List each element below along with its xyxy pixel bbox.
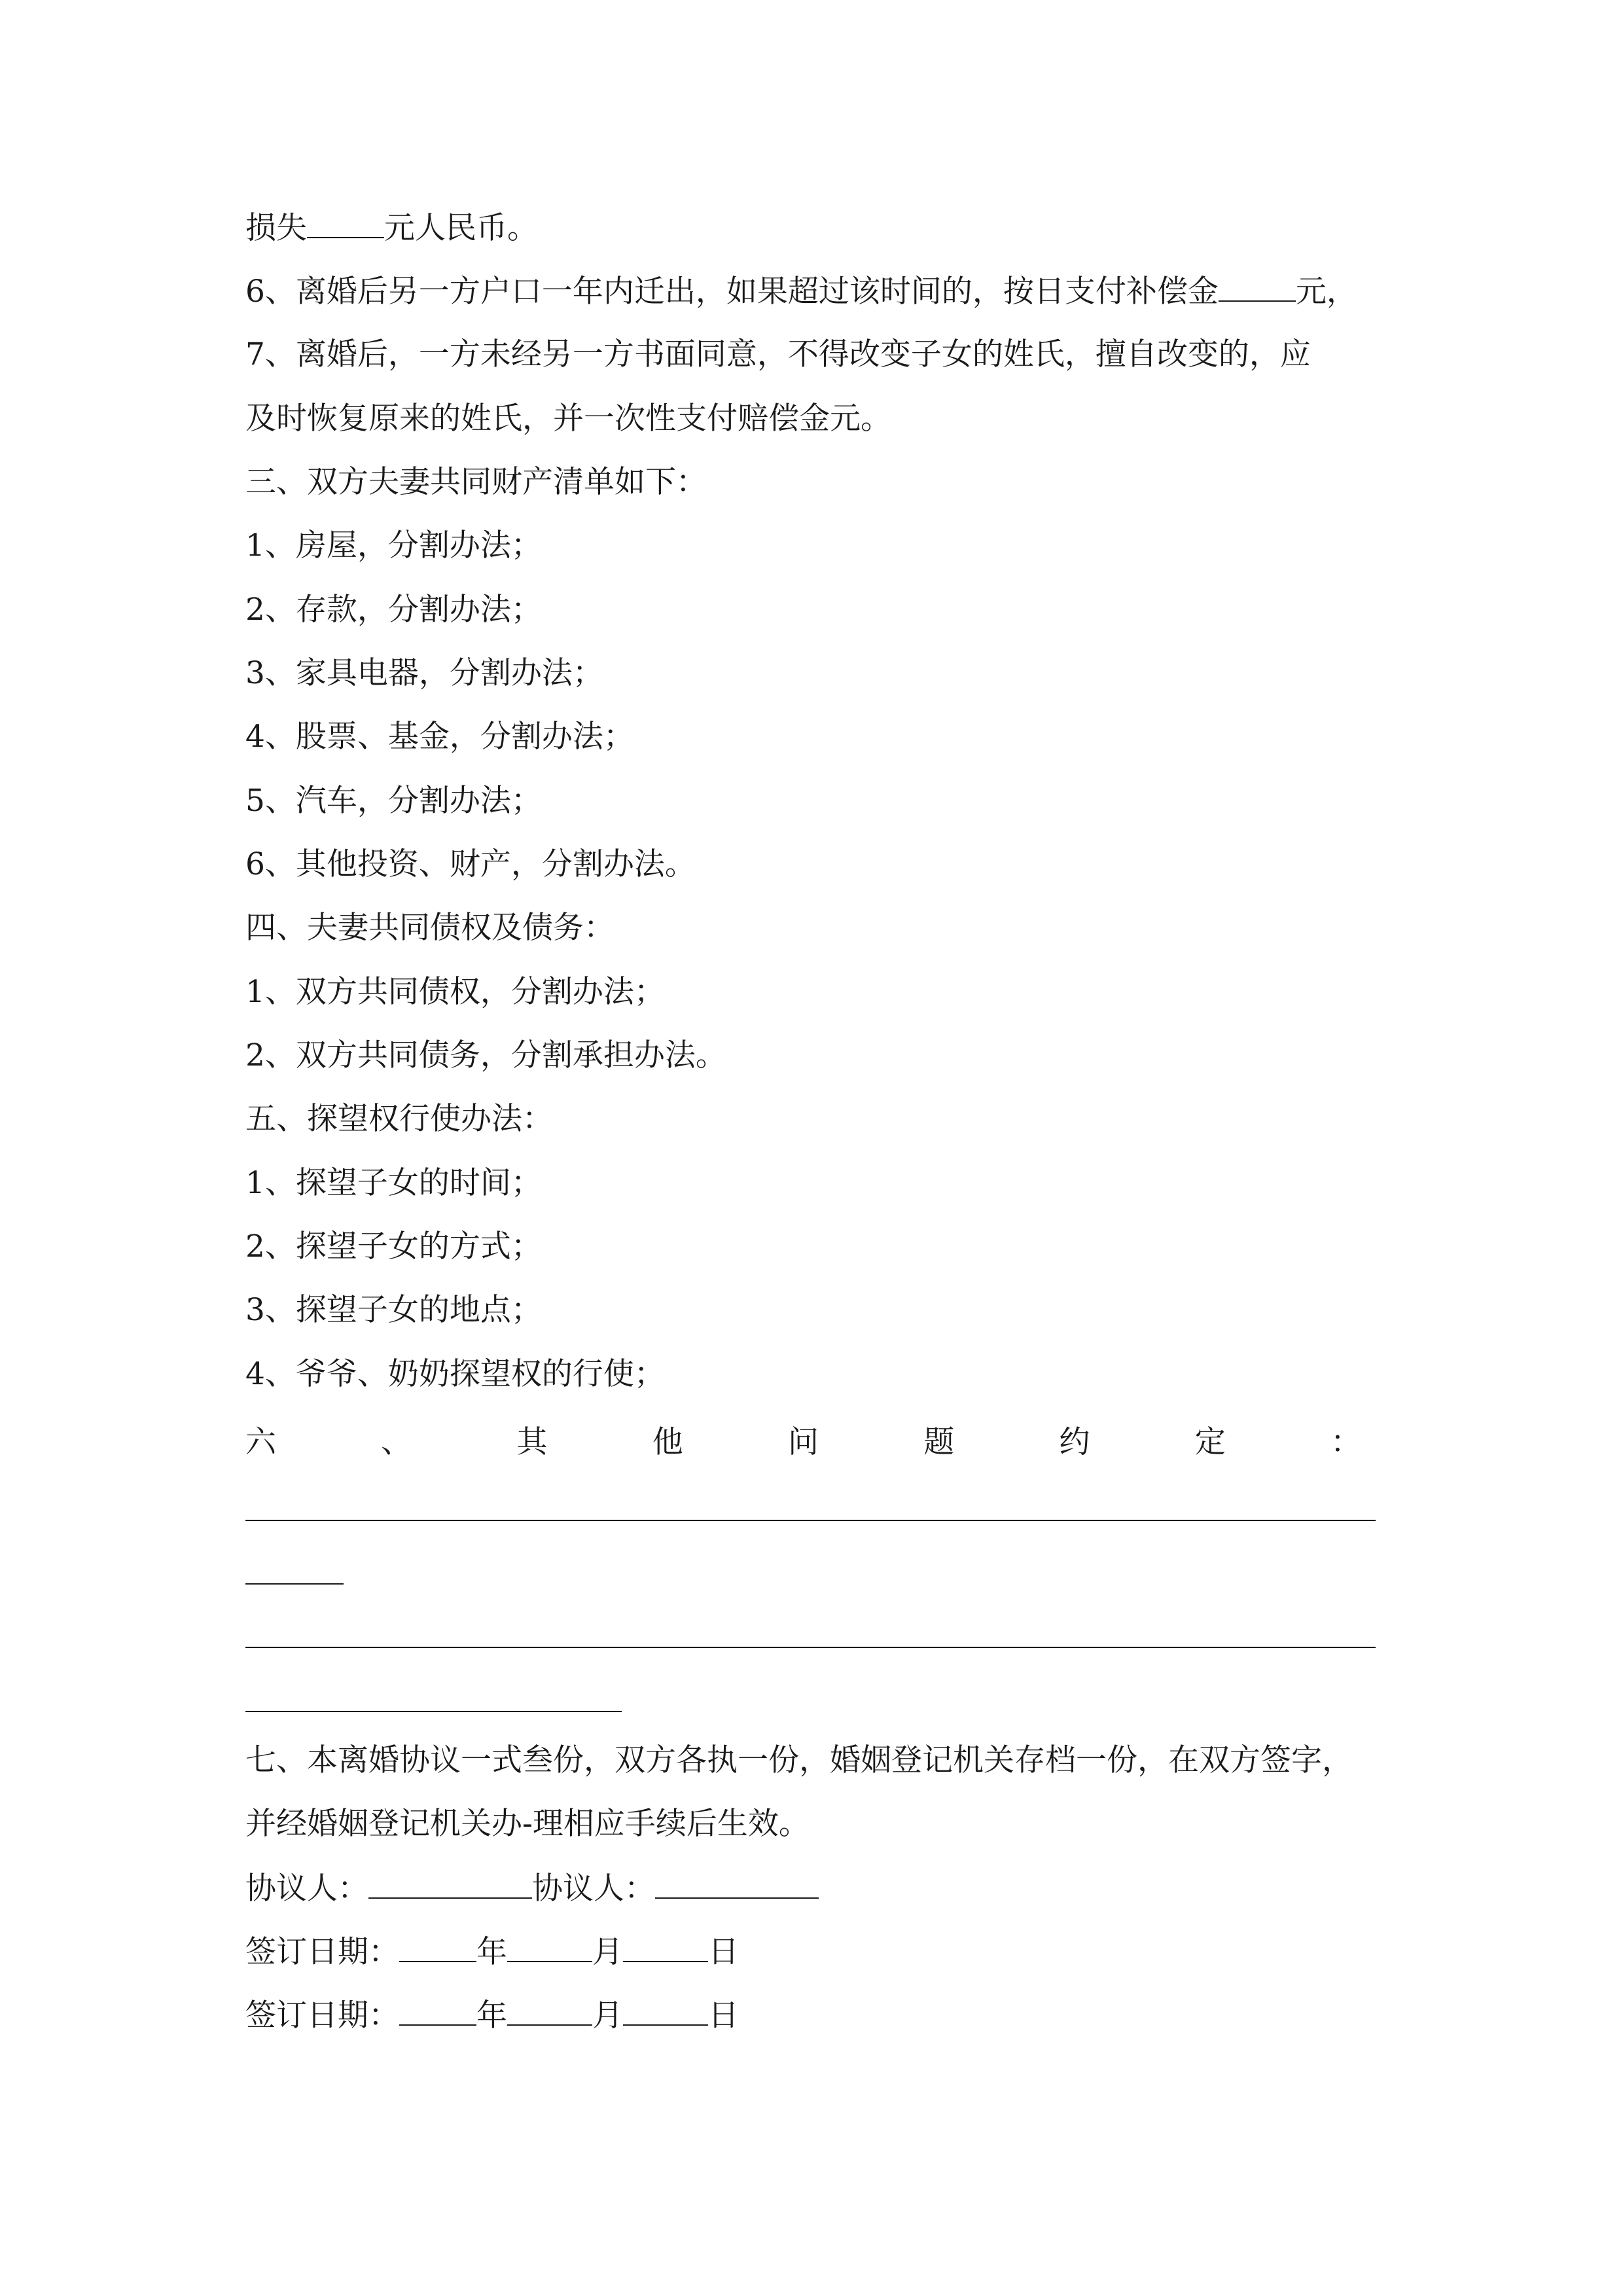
heading-char: 、: [381, 1424, 412, 1460]
fill-in-rule: [245, 1711, 622, 1712]
month-label: 月: [592, 1998, 623, 2034]
list-item: 6、其他投资、财产，分割办法。: [245, 846, 696, 882]
day-field: [623, 1932, 708, 1962]
heading-char: 他: [652, 1424, 683, 1460]
month-label: 月: [592, 1934, 623, 1970]
month-field: [507, 1932, 592, 1962]
year-label: 年: [476, 1934, 507, 1970]
list-item: 3、探望子女的地点；: [245, 1292, 542, 1328]
party-label: 协议人：: [245, 1871, 368, 1907]
year-field: [399, 1932, 476, 1962]
list-item: 1、房屋，分割办法；: [245, 528, 542, 564]
month-field: [507, 1996, 592, 2026]
party-label: 协议人：: [532, 1871, 655, 1907]
list-item: 2、存款，分割办法；: [245, 592, 542, 628]
line-text: 6、离婚后另一方户口一年内迁出，如果超过该时间的，按日支付补偿金: [245, 274, 1219, 310]
line-text: 损失: [245, 210, 307, 246]
fill-in-rule: [245, 1520, 1376, 1521]
list-item: 1、双方共同债权，分割办法；: [245, 974, 665, 1010]
heading-char: 问: [788, 1424, 819, 1460]
heading-char: 其: [516, 1424, 548, 1460]
year-label: 年: [476, 1998, 507, 2034]
heading-char: ：: [1330, 1424, 1361, 1460]
signature-parties: [245, 1869, 819, 1909]
date-label: 签订日期：: [245, 1998, 399, 2034]
date-label: 签订日期：: [245, 1934, 399, 1970]
clause-seven-line-2: 并经婚姻登记机关办-理相应手续后生效。: [245, 1806, 810, 1842]
heading-char: 六: [245, 1424, 276, 1460]
day-label: 日: [708, 1934, 739, 1970]
line-text: 元，: [1295, 274, 1357, 310]
day-field: [623, 1996, 708, 2026]
heading-char: 约: [1059, 1424, 1090, 1460]
clause-seven-line-1: 七、本离婚协议一式叁份，双方各执一份，婚姻登记机关存档一份，在双方签字，: [245, 1742, 1353, 1778]
heading-visitation: 五、探望权行使办法：: [245, 1101, 553, 1137]
list-item: 5、汽车，分割办法；: [245, 783, 542, 819]
fill-in-rule: [245, 1647, 1376, 1648]
line-clause-6: [245, 272, 1357, 312]
party-signature-field: [655, 1869, 819, 1899]
day-label: 日: [708, 1998, 739, 2034]
line-loss: [245, 208, 538, 248]
list-item: 2、双方共同债务，分割承担办法。: [245, 1037, 726, 1073]
line-text: 元人民币。: [384, 210, 538, 246]
list-item: 1、探望子女的时间；: [245, 1165, 542, 1201]
list-item: 2、探望子女的方式；: [245, 1229, 542, 1265]
heading-char: 题: [923, 1424, 955, 1460]
blank-field: [1219, 272, 1296, 302]
party-signature-field: [368, 1869, 532, 1899]
list-item: 4、爷爷、奶奶探望权的行使；: [245, 1356, 665, 1392]
heading-char: 定: [1194, 1424, 1226, 1460]
year-field: [399, 1996, 476, 2026]
fill-in-rule: [245, 1583, 344, 1585]
list-item: 3、家具电器，分割办法；: [245, 655, 603, 691]
list-item: 4、股票、基金，分割办法；: [245, 719, 634, 755]
blank-field: [307, 208, 384, 238]
heading-debts: 四、夫妻共同债权及债务：: [245, 910, 615, 946]
signing-date-1: [245, 1932, 739, 1972]
line-clause-7: 7、离婚后，一方未经另一方书面同意，不得改变子女的姓氏，擅自改变的，应: [245, 336, 1311, 372]
signing-date-2: [245, 1996, 739, 2036]
heading-other-matters: [245, 1423, 1361, 1462]
line-clause-7-cont: 及时恢复原来的姓氏，并一次性支付赔偿金元。: [245, 401, 891, 437]
heading-property: 三、双方夫妻共同财产清单如下：: [245, 464, 707, 500]
